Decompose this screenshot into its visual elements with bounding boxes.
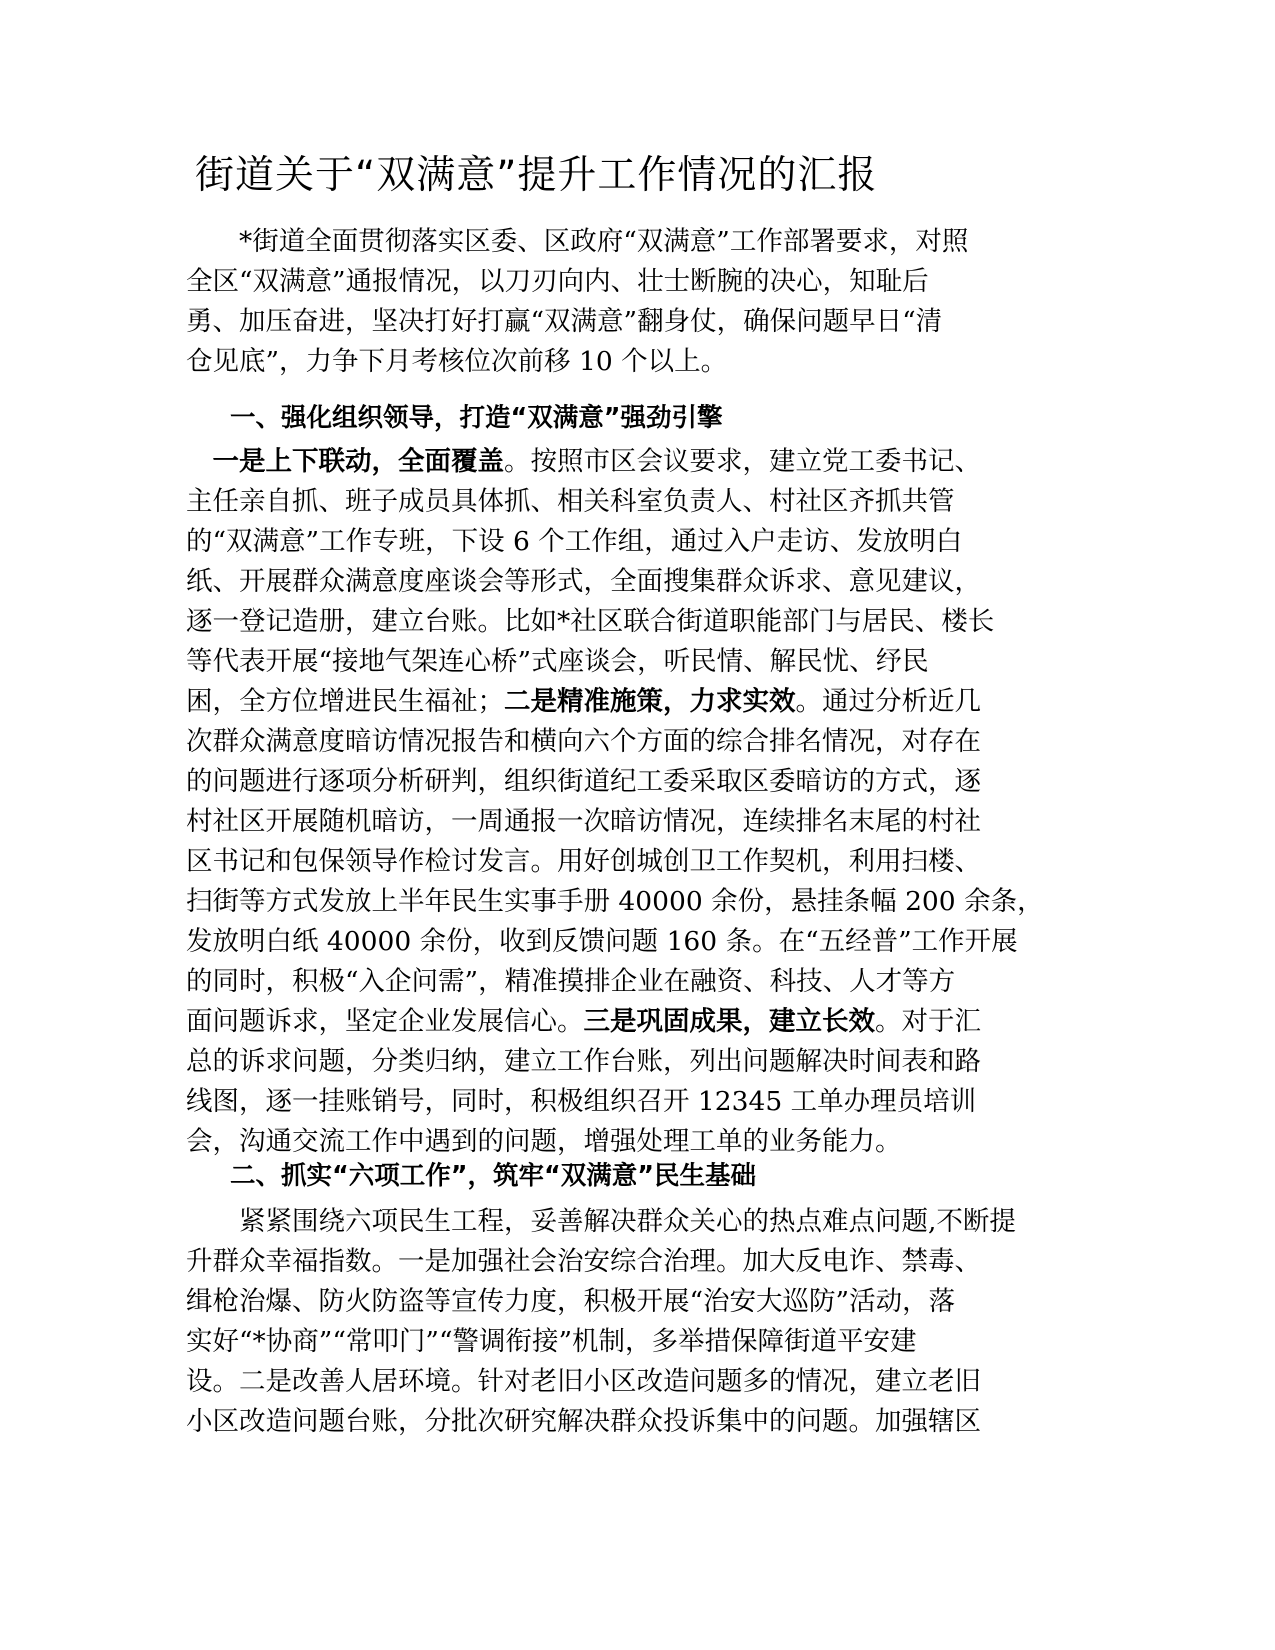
bold-phrase: 三是巩固成果，建立长效 bbox=[583, 1006, 875, 1037]
text-run: 。按照市区会议要求，建立党工委书记、 bbox=[504, 446, 981, 477]
paragraph-line: 小区改造问题台账，分批次研究解决群众投诉集中的问题。加强辖区 bbox=[186, 1406, 981, 1437]
paragraph-line: 紧紧围绕六项民生工程，妥善解决群众关心的热点难点问题,不断提 bbox=[186, 1206, 1016, 1237]
section-heading-1: 一、强化组织领导，打造“双满意”强劲引擎 bbox=[230, 403, 723, 433]
paragraph-line bbox=[186, 682, 1076, 722]
text-run: 。对于汇 bbox=[875, 1006, 981, 1037]
text-run: 困，全方位增进民生福祉； bbox=[186, 686, 504, 717]
text-run: 。通过分析近几 bbox=[795, 686, 981, 717]
intro-line: 勇、加压奋进，坚决打好打赢“双满意”翻身仗，确保问题早日“清 bbox=[186, 306, 943, 337]
paragraph-line: 发放明白纸 40000 余份，收到反馈问题 160 条。在“五经普”工作开展 bbox=[186, 926, 1018, 957]
paragraph-line: 线图，逐一挂账销号，同时，积极组织召开 12345 工单办理员培训 bbox=[186, 1086, 977, 1117]
paragraph-line: 会，沟通交流工作中遇到的问题，增强处理工单的业务能力。 bbox=[186, 1126, 902, 1157]
paragraph-line: 村社区开展随机暗访，一周通报一次暗访情况，连续排名末尾的村社 bbox=[186, 806, 981, 837]
document-title: 街道关于“双满意”提升工作情况的汇报 bbox=[195, 153, 878, 198]
intro-line: 仓见底”，力争下月考核位次前移 10 个以上。 bbox=[186, 346, 728, 377]
paragraph-line: 等代表开展“接地气架连心桥”式座谈会，听民情、解民忧、纾民 bbox=[186, 646, 929, 677]
bold-phrase: 二是精准施策，力求实效 bbox=[504, 686, 796, 717]
section-heading-2: 二、抓实“六项工作”，筑牢“双满意”民生基础 bbox=[230, 1161, 757, 1191]
paragraph-line: 区书记和包保领导作检讨发言。用好创城创卫工作契机，利用扫楼、 bbox=[186, 846, 981, 877]
bold-phrase: 一是上下联动，全面覆盖 bbox=[186, 446, 504, 477]
paragraph-line: 主任亲自抓、班子成员具体抓、相关科室负责人、村社区齐抓共管 bbox=[186, 486, 955, 517]
paragraph-line bbox=[186, 442, 1076, 482]
paragraph-line: 总的诉求问题，分类归纳，建立工作台账，列出问题解决时间表和路 bbox=[186, 1046, 981, 1077]
paragraph-line: 的同时，积极“入企问需”，精准摸排企业在融资、科技、人才等方 bbox=[186, 966, 956, 997]
paragraph-line: 的问题进行逐项分析研判，组织街道纪工委采取区委暗访的方式，逐 bbox=[186, 766, 981, 797]
intro-line: *街道全面贯彻落实区委、区政府“双满意”工作部署要求，对照 bbox=[186, 226, 969, 257]
section1-paragraph bbox=[186, 442, 1076, 1162]
paragraph-line: 纸、开展群众满意度座谈会等形式，全面搜集群众诉求、意见建议， bbox=[186, 566, 981, 597]
paragraph-line bbox=[186, 1002, 1076, 1042]
section2-paragraph bbox=[186, 1202, 1076, 1442]
paragraph-line: 扫街等方式发放上半年民生实事手册 40000 余份，悬挂条幅 200 余条， bbox=[186, 886, 1044, 917]
paragraph-line: 次群众满意度暗访情况报告和横向六个方面的综合排名情况，对存在 bbox=[186, 726, 981, 757]
paragraph-line: 设。二是改善人居环境。针对老旧小区改造问题多的情况，建立老旧 bbox=[186, 1366, 981, 1397]
intro-paragraph bbox=[186, 222, 1076, 382]
intro-line: 全区“双满意”通报情况，以刀刃向内、壮士断腕的决心，知耻后 bbox=[186, 266, 929, 297]
paragraph-line: 实好“*协商”“常叩门”“警调衔接”机制，多举措保障街道平安建 bbox=[186, 1326, 917, 1357]
paragraph-line: 的“双满意”工作专班，下设 6 个工作组，通过入户走访、发放明白 bbox=[186, 526, 963, 557]
text-run: 面问题诉求，坚定企业发展信心。 bbox=[186, 1006, 584, 1037]
paragraph-line: 升群众幸福指数。一是加强社会治安综合治理。加大反电诈、禁毒、 bbox=[186, 1246, 981, 1277]
paragraph-line: 缉枪治爆、防火防盗等宣传力度，积极开展“治安大巡防”活动，落 bbox=[186, 1286, 956, 1317]
paragraph-line: 逐一登记造册，建立台账。比如*社区联合街道职能部门与居民、楼长 bbox=[186, 606, 995, 637]
